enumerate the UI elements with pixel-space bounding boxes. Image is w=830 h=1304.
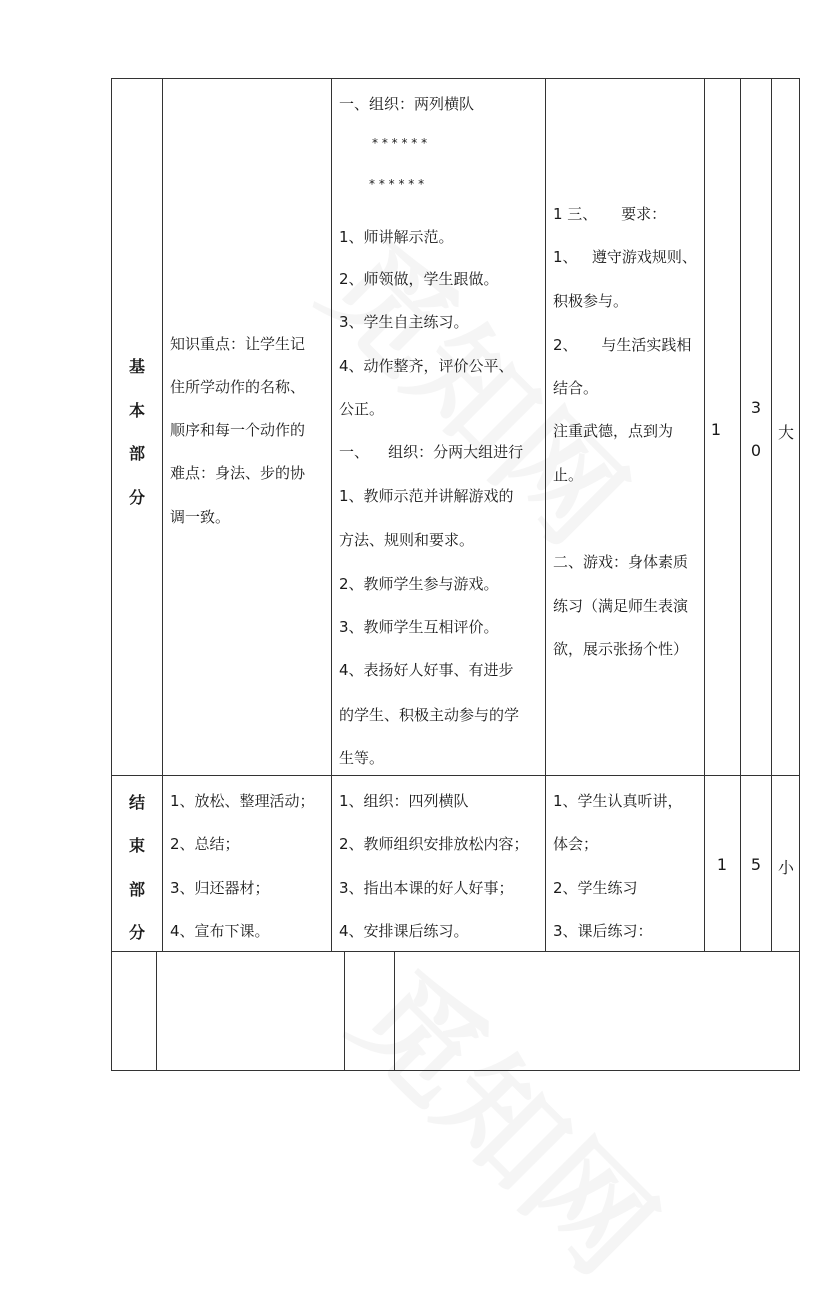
text-line: 1、放松、整理活动； <box>170 792 315 810</box>
text-line: 练习（满足师生表演 <box>553 597 689 615</box>
text-line: 顺序和每一个动作的 <box>170 421 306 439</box>
text-line: 3、教师学生互相评价。 <box>339 618 499 636</box>
text-line: 方法、规则和要求。 <box>339 531 475 549</box>
section-char: 结 <box>128 793 145 812</box>
text-line: 1、师讲解示范。 <box>339 228 454 246</box>
basic-time-digit: 0 <box>750 441 762 460</box>
text-line: 调一致。 <box>170 508 231 526</box>
text-line: 2、教师组织安排放松内容； <box>339 835 529 853</box>
text-line: 3、归还器材； <box>170 879 270 897</box>
text-line: 公正。 <box>339 400 385 418</box>
text-line: 体会； <box>553 835 599 853</box>
text-line: 4、表扬好人好事、有进步 <box>339 661 514 679</box>
text-line: 2、总结； <box>170 835 240 853</box>
text-line: 一、组织：两列横队 <box>339 95 475 113</box>
text-line: 难点：身法、步的协 <box>170 464 306 482</box>
text-line: 止。 <box>553 466 584 484</box>
text-line: 的学生、积极主动参与的学 <box>339 706 520 724</box>
text-line: 1 三、 要求： <box>553 205 667 223</box>
text-line: 1、教师示范并讲解游戏的 <box>339 487 514 505</box>
basic-intensity: 大 <box>777 423 794 442</box>
text-line: 知识重点：让学生记 <box>170 335 306 353</box>
section-char: 部 <box>128 444 145 463</box>
text-line: 结合。 <box>553 379 599 397</box>
section-char: 基 <box>128 357 145 376</box>
text-line: 4、宣布下课。 <box>170 922 270 940</box>
watermark <box>322 928 698 1304</box>
text-line: 1、 遵守游戏规则、 <box>553 248 697 266</box>
end-count: 1 <box>716 855 728 874</box>
text-line: 4、安排课后练习。 <box>339 922 469 940</box>
text-line: 积极参与。 <box>553 292 629 310</box>
text-line: 4、动作整齐，评价公平、 <box>339 357 514 375</box>
text-line: 1、组织：四列横队 <box>339 792 469 810</box>
text-line: 生等。 <box>339 749 385 767</box>
text-line: 欲，展示张扬个性） <box>553 640 689 658</box>
formation-stars: * * * * * * <box>372 136 428 150</box>
text-line: 2、教师学生参与游戏。 <box>339 575 499 593</box>
section-char: 分 <box>128 488 145 507</box>
section-char: 本 <box>128 401 145 420</box>
text-line: 2、学生练习 <box>553 879 638 897</box>
text-line: 3、课后练习： <box>553 922 653 940</box>
section-char: 束 <box>128 836 145 855</box>
text-line: 3、指出本课的好人好事； <box>339 879 514 897</box>
text-line: 1、学生认真听讲， <box>553 792 683 810</box>
text-line: 3、学生自主练习。 <box>339 313 469 331</box>
text-line: 一、 组织：分两大组进行 <box>339 443 524 461</box>
text-line: 二、游戏：身体素质 <box>553 553 689 571</box>
end-intensity: 小 <box>777 858 794 877</box>
section-char: 部 <box>128 880 145 899</box>
end-time: 5 <box>750 855 762 874</box>
text-line: 住所学动作的名称、 <box>170 378 306 396</box>
section-char: 分 <box>128 923 145 942</box>
basic-count: 1 <box>710 420 722 439</box>
formation-stars: * * * * * * <box>369 177 425 191</box>
basic-time-digit: 3 <box>750 398 762 417</box>
text-line: 注重武德，点到为 <box>553 422 674 440</box>
text-line: 2、 与生活实践相 <box>553 336 692 354</box>
text-line: 2、师领做，学生跟做。 <box>339 270 499 288</box>
